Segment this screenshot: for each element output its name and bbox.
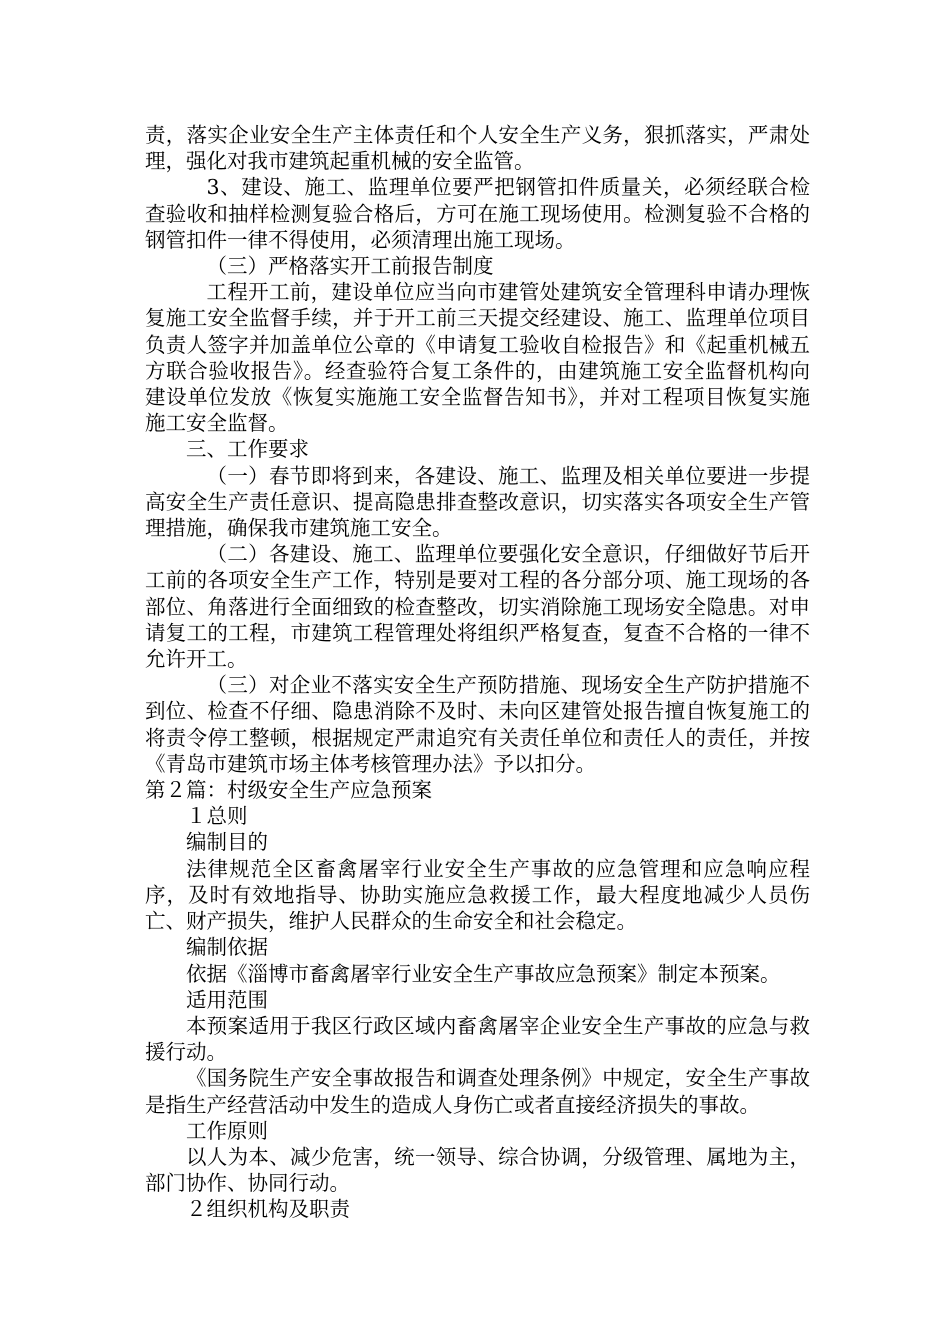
heading-organization: ２组织机构及职责 [186, 1197, 350, 1222]
article-2-title: 第２篇：村级安全生产应急预案 [145, 778, 432, 803]
heading-purpose: 编制目的 [186, 830, 268, 855]
heading-principles: 工作原则 [186, 1118, 268, 1143]
paragraph-report-system: 工程开工前，建设单位应当向市建管处建筑安全管理科申请办理恢复施工安全监督手续，并于开工前三天提交经建设、施工、监理单位项目负责人签字并加盖单位公章的《申请复工验收自检报告》和《起重机械五方联合验收报告》。经查验符合复工条件的，由建筑施工安全监督机构向建设单位发放《恢复实施施工安全监督告知书》，并对工程项目恢复实施施工安全监督。 [145, 280, 810, 436]
paragraph-item-3: 3、建设、施工、监理单位要严把钢管扣件质量关，必须经联合检查验收和抽样检测复验合格后，方可在施工现场使用。检测复验不合格的钢管扣件一律不得使用，必须清理出施工现场。 [145, 175, 810, 252]
paragraph-purpose: 法律规范全区畜禽屠宰行业安全生产事故的应急管理和应急响应程序，及时有效地指导、协助实施应急救援工作，最大程度地减少人员伤亡、财产损失，维护人民群众的生命安全和社会稳定。 [145, 856, 810, 934]
paragraph-basis: 依据《淄博市畜禽屠宰行业安全生产事故应急预案》制定本预案。 [186, 961, 781, 986]
paragraph-requirement-1: （一）春节即将到来，各建设、施工、监理及相关单位要进一步提高安全生产责任意识、提高隐患排查整改意识，切实落实各项安全生产管理措施，确保我市建筑施工安全。 [145, 463, 810, 541]
heading-basis: 编制依据 [186, 935, 268, 960]
paragraph-scope: 本预案适用于我区行政区域内畜禽屠宰企业安全生产事故的应急与救援行动。 [145, 1013, 810, 1065]
paragraph-regulation: 《国务院生产安全事故报告和调查处理条例》中规定，安全生产事故是指生产经营活动中发生的造成人身伤亡或者直接经济损失的事故。 [145, 1066, 810, 1117]
paragraph-requirement-2: （二）各建设、施工、监理单位要强化安全意识，仔细做好节后开工前的各项安全生产工作，特别是要对工程的各分部分项、施工现场的各部位、角落进行全面细致的检查整改，切实消除施工现场安全隐患。对申请复工的工程，市建筑工程管理处将组织严格复查，复查不合格的一律不允许开工。 [145, 542, 810, 672]
document-body [145, 122, 810, 1223]
paragraph-continuation: 责，落实企业安全生产主体责任和个人安全生产义务，狠抓落实，严肃处理，强化对我市建筑起重机械的安全监管。 [145, 123, 810, 174]
paragraph-principles: 以人为本、减少危害，统一领导、综合协调，分级管理、属地为主，部门协作、协同行动。 [145, 1144, 810, 1196]
heading-general-provisions: １总则 [186, 804, 248, 829]
section-heading-work-requirements: 三、工作要求 [186, 437, 309, 462]
paragraph-requirement-3: （三）对企业不落实安全生产预防措施、现场安全生产防护措施不到位、检查不仔细、隐患消除不及时、未向区建管处报告擅自恢复施工的将责令停工整顿，根据规定严肃追究有关责任单位和责任人的责任，并按《青岛市建筑市场主体考核管理办法》予以扣分。 [145, 673, 810, 776]
heading-scope: 适用范围 [186, 987, 268, 1012]
section-heading-3: （三）严格落实开工前报告制度 [206, 254, 494, 279]
